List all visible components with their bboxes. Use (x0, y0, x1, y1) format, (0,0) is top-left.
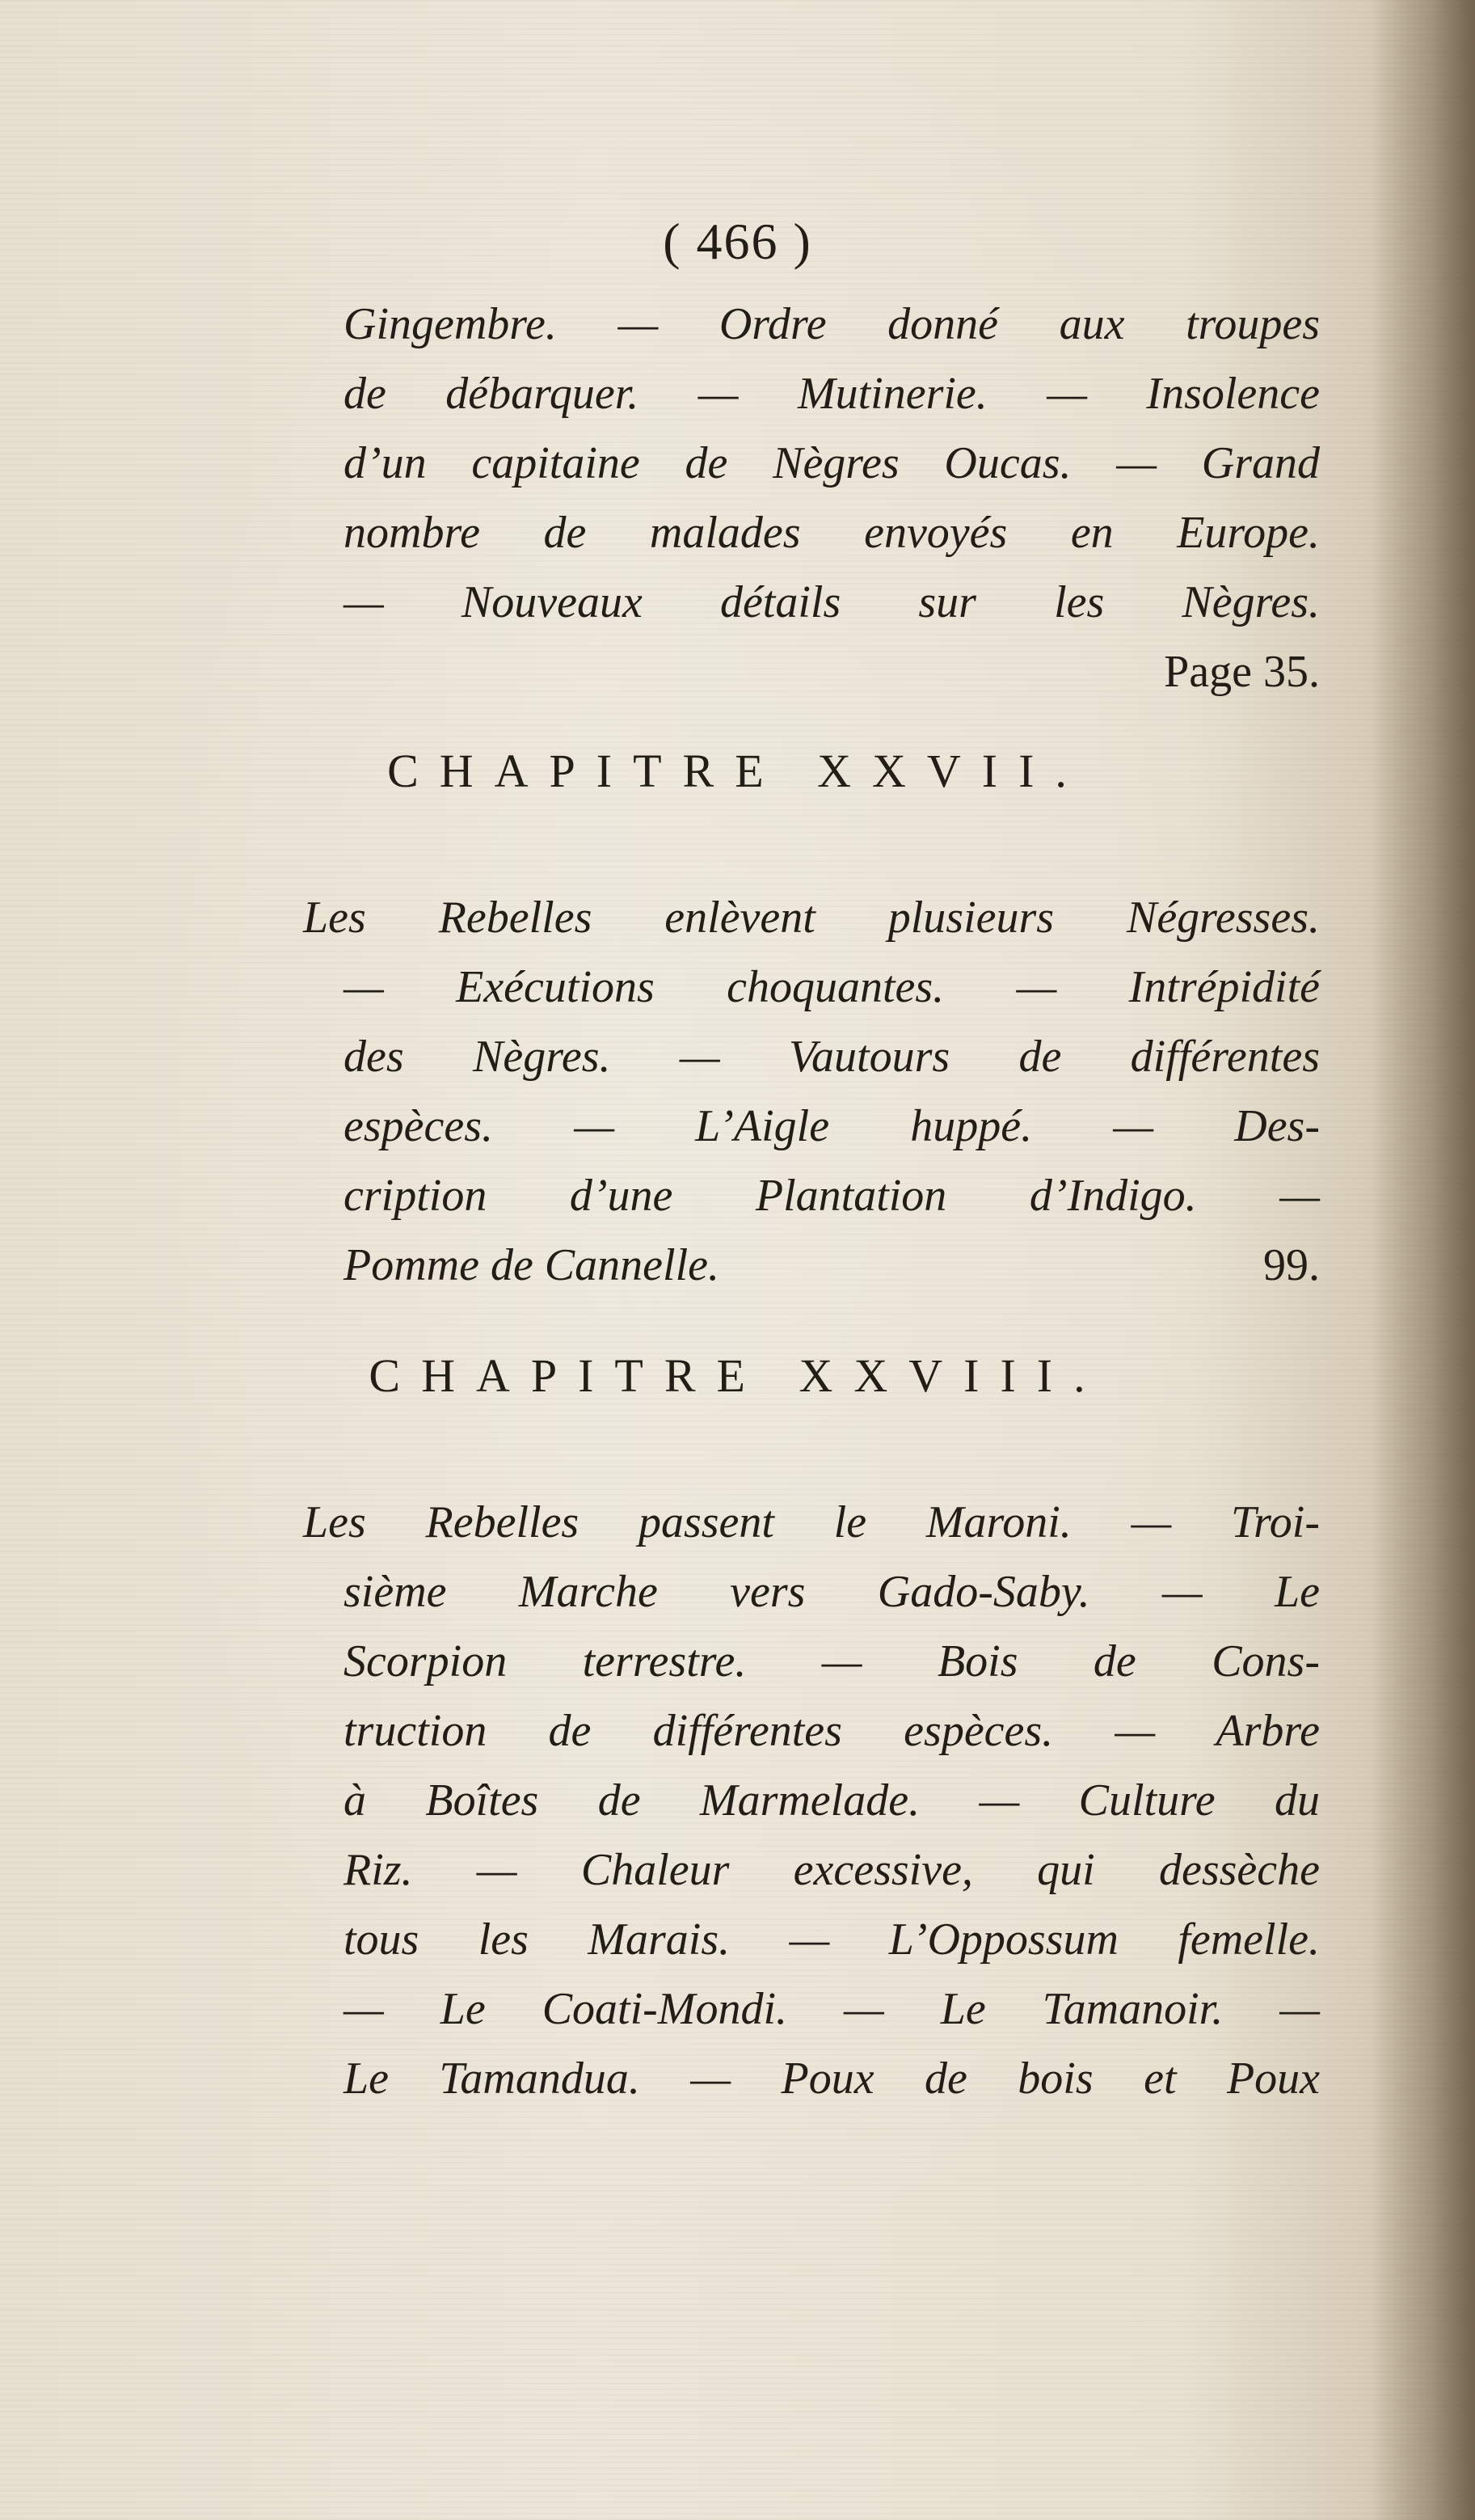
summary-last-line (343, 1230, 1320, 1300)
summary-line: — Exécutions choquantes. — Intrépidité (343, 962, 1320, 1012)
summary-line-text: Pomme de Cannelle. (343, 1240, 719, 1290)
summary-line: Le Tamandua. — Poux de bois et Poux (343, 2054, 1320, 2104)
summary-line: sième Marche vers Gado-Saby. — Le (343, 1567, 1320, 1617)
chapter-heading-xxvii: CHAPITRE XXVII. (387, 745, 1088, 797)
previous-chapter-summary (343, 289, 1320, 707)
summary-line: truction de différentes espèces. — Arbre (343, 1706, 1320, 1756)
chapter-heading-xxviii: CHAPITRE XXVIII. (369, 1349, 1106, 1402)
summary-line: des Nègres. — Vautours de différentes (343, 1032, 1320, 1082)
chapter-xxviii-summary (303, 1488, 1320, 2113)
summary-line: de débarquer. — Mutinerie. — Insolence (343, 369, 1320, 419)
summary-line: d’un capitaine de Nègres Oucas. — Grand (343, 438, 1320, 488)
summary-line: — Le Coati-Mondi. — Le Tamanoir. — (343, 1984, 1320, 2034)
page-number: ( 466 ) (663, 213, 812, 270)
summary-line: — Nouveaux détails sur les Nègres. (343, 577, 1320, 627)
summary-line: nombre de malades envoyés en Europe. (343, 508, 1320, 558)
page-edge-shadow (1370, 0, 1475, 2520)
summary-line: Gingembre. — Ordre donné aux troupes (343, 299, 1320, 349)
summary-line: espèces. — L’Aigle huppé. — Des- (343, 1101, 1320, 1151)
summary-line: Scorpion terrestre. — Bois de Cons- (343, 1636, 1320, 1686)
summary-line: à Boîtes de Marmelade. — Culture du (343, 1775, 1320, 1826)
summary-line: Les Rebelles passent le Maroni. — Troi- (303, 1497, 1320, 1547)
summary-line: Riz. — Chaleur excessive, qui dessèche (343, 1845, 1320, 1895)
page-reference: 99. (1263, 1240, 1320, 1290)
chapter-xxvii-summary (303, 883, 1320, 1300)
summary-line: cription d’une Plantation d’Indigo. — (343, 1171, 1320, 1221)
summary-line: tous les Marais. — L’Oppossum femelle. (343, 1914, 1320, 1965)
summary-line: Les Rebelles enlèvent plusieurs Négresses. (303, 893, 1320, 943)
page-reference: Page 35. (1164, 647, 1320, 697)
